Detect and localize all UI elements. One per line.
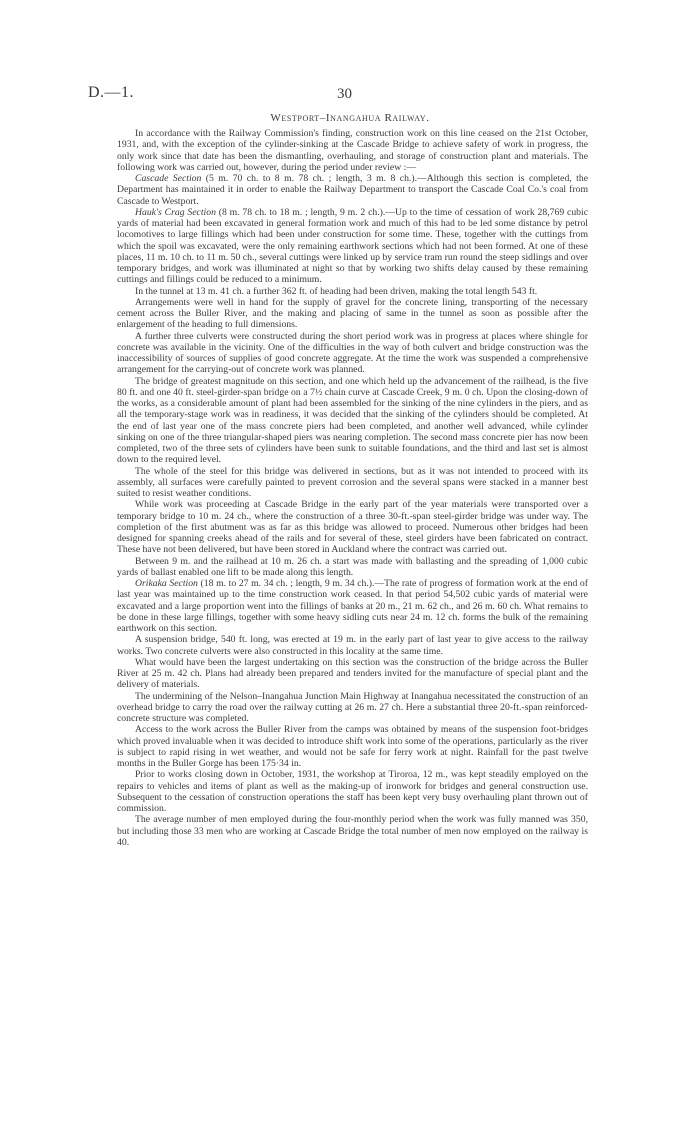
section-heading-orikaka: Orikaka Section bbox=[135, 578, 198, 589]
paragraph: A suspension bridge, 540 ft. long, was erected at 19 m. in the early part of last year to give access to the railway works. Two concrete culverts were also constructed in this locality at the same time. bbox=[117, 634, 588, 657]
report-body bbox=[117, 128, 588, 848]
paragraph: The undermining of the Nelson–Inangahua Junction Main Highway at Inangahua necessitated the construction of an overhead bridge to carry the road over the railway cutting at 26 m. 27 ch. Here a substantial three 20-ft.-span reinforced-concrete structure was completed. bbox=[117, 690, 588, 724]
paragraph: A further three culverts were constructed during the short period work was in progress at places where shingle for concrete was available in the vicinity. One of the difficulties in the way of both culvert and bridge construction was the inaccessibility of sources of supplies of good concrete aggregate. At the time the work was suspended a comprehensive arrangement for the carrying-out of concrete work was planned. bbox=[117, 330, 588, 376]
paragraph: In the tunnel at 13 m. 41 ch. a further 362 ft. of heading had been driven, making the total length 543 ft. bbox=[135, 285, 538, 297]
paragraph: Hauk's Crag Section (8 m. 78 ch. to 18 m. ; length, 9 m. 2 ch.).—Up to the time of cessation of work 28,769 cubic yards of material had been excavated in general formation work and much of this had to be led some distance by petrol locomotives to large fillings which had been under construction for some time. These, together with the cuttings from which the spoil was excavated, were the only remaining earthwork sections which had not been formed. At one of these places, 11 m. 10 ch. to 11 m. 50 ch., several cuttings were linked up by service tram run round the steep sidlings and over temporary bridges, and work was illuminated at night so that by working two shifts delay caused by these remaining cuttings and fillings could be reduced to a minimum. bbox=[117, 206, 588, 286]
paragraph: The average number of men employed during the four-monthly period when the work was fully manned was 350, but including those 33 men who are working at Cascade Bridge the total number of men now employed on the railway is 40. bbox=[117, 814, 588, 848]
paragraph: Cascade Section (5 m. 70 ch. to 8 m. 78 ch. ; length, 3 m. 8 ch.).—Although this section is completed, the Department has maintained it in order to enable the Railway Department to transport the Cascade Coal Co.'s coal from Cascade to Westport. bbox=[117, 173, 588, 207]
paragraph: What would have been the largest undertaking on this section was the construction of the bridge across the Buller River at 25 m. 42 ch. Plans had already been prepared and tenders invited for the manufacture of special plant and the delivery of materials. bbox=[117, 656, 588, 691]
paragraph: Prior to works closing down in October, 1931, the workshop at Tiroroa, 12 m., was kept steadily employed on the repairs to vehicles and items of plant as well as the making-up of ironwork for bridges and general construction use. Subsequent to the cessation of construction operations the staff has been kept very busy overhauling plant thrown out of commission. bbox=[117, 769, 588, 814]
paragraph: Arrangements were well in hand for the supply of gravel for the concrete lining, transporting of the necessary cement across the Buller River, and the making and placing of same in the tunnel as soon as possible after the enlargement of the heading to full dimensions. bbox=[117, 296, 588, 331]
paragraph: The whole of the steel for this bridge was delivered in sections, but as it was not intended to proceed with its assembly, all surfaces were carefully painted to prevent corrosion and the several spans were stacked in a manner best suited to resist weather conditions. bbox=[117, 465, 588, 499]
section-heading-cascade: Cascade Section bbox=[135, 173, 202, 184]
paragraph: The bridge of greatest magnitude on this section, and one which held up the advancement of the railhead, is the five 80 ft. and one 40 ft. steel-girder-span bridge on a 7½ chain curve at Cascade Creek, 9 m. 0 ch. Upon the closing-down of the works, as a considerable amount of plant had been assembled for the sinking of the nine cylinders in the piers, and as all the temporary-stage work was in readiness, it was decided that the sinking of the cylinders should be completed. At the end of last year one of the mass concrete piers had been completed, and another well advanced, while cylinder sinking on one of the three triangular-shaped piers was nearing completion. The second mass concrete pier has now been completed, two of the three sets of cylinders have been sunk to suitable foundations, and the third and last set is almost down to the required level. bbox=[117, 375, 588, 466]
page-number: 30 bbox=[337, 86, 352, 102]
document-reference: D.—1. bbox=[88, 84, 135, 101]
section-heading-hauks-crag: Hauk's Crag Section bbox=[135, 206, 216, 218]
paragraph: In accordance with the Railway Commission's finding, construction work on this line ceased on the 21st October, 1931, and, with the exception of the cylinder-sinking at the Cascade Bridge to achieve safety of work in progress, the only work since that date has been the dismantling, overhauling, and storage of construction plant and materials. The following work was carried out, however, during the period under review :— bbox=[117, 128, 588, 173]
paragraph: Access to the work across the Buller River from the camps was obtained by means of the suspension foot-bridges which proved invaluable when it was decided to introduce shift work into some of the operations, particularly as the river is subject to rapid rising in wet weather, and would not be safe for ferry work at night. Rainfall for the past twelve months in the Buller Gorge has been 175·34 in. bbox=[117, 724, 588, 769]
paragraph: Between 9 m. and the railhead at 10 m. 26 ch. a start was made with ballasting and the spreading of 1,000 cubic yards of ballast enabled one lift to be made along this length. bbox=[117, 555, 588, 578]
section-title: Westport–Inangahua Railway. bbox=[270, 112, 430, 124]
paragraph: While work was proceeding at Cascade Bridge in the early part of the year materials were transported over a temporary bridge to 10 m. 24 ch., where the construction of a three 30-ft.-span steel-girder bridge was under way. The completion of the first abutment was as far as this bridge was allowed to proceed. Numerous other bridges had been designed for spanning creeks ahead of the rails and for several of these, steel girders have been fabricated on contract. These have not been delivered, but have been stored in Auckland where the contract was carried out. bbox=[117, 499, 588, 556]
paragraph: Orikaka Section (18 m. to 27 m. 34 ch. ; length, 9 m. 34 ch.).—The rate of progress of formation work at the end of last year was maintained up to the time construction work ceased. In that period 54,502 cubic yards of material were excavated and a large proportion went into the fillings of banks at 20 m., 21 m. 62 ch., and 26 m. 60 ch. What remains to be done in these large fillings, together with some heavy sidling cuts near 24 m. 12 ch. forms the bulk of the remaining earthwork on this section. bbox=[117, 578, 588, 634]
